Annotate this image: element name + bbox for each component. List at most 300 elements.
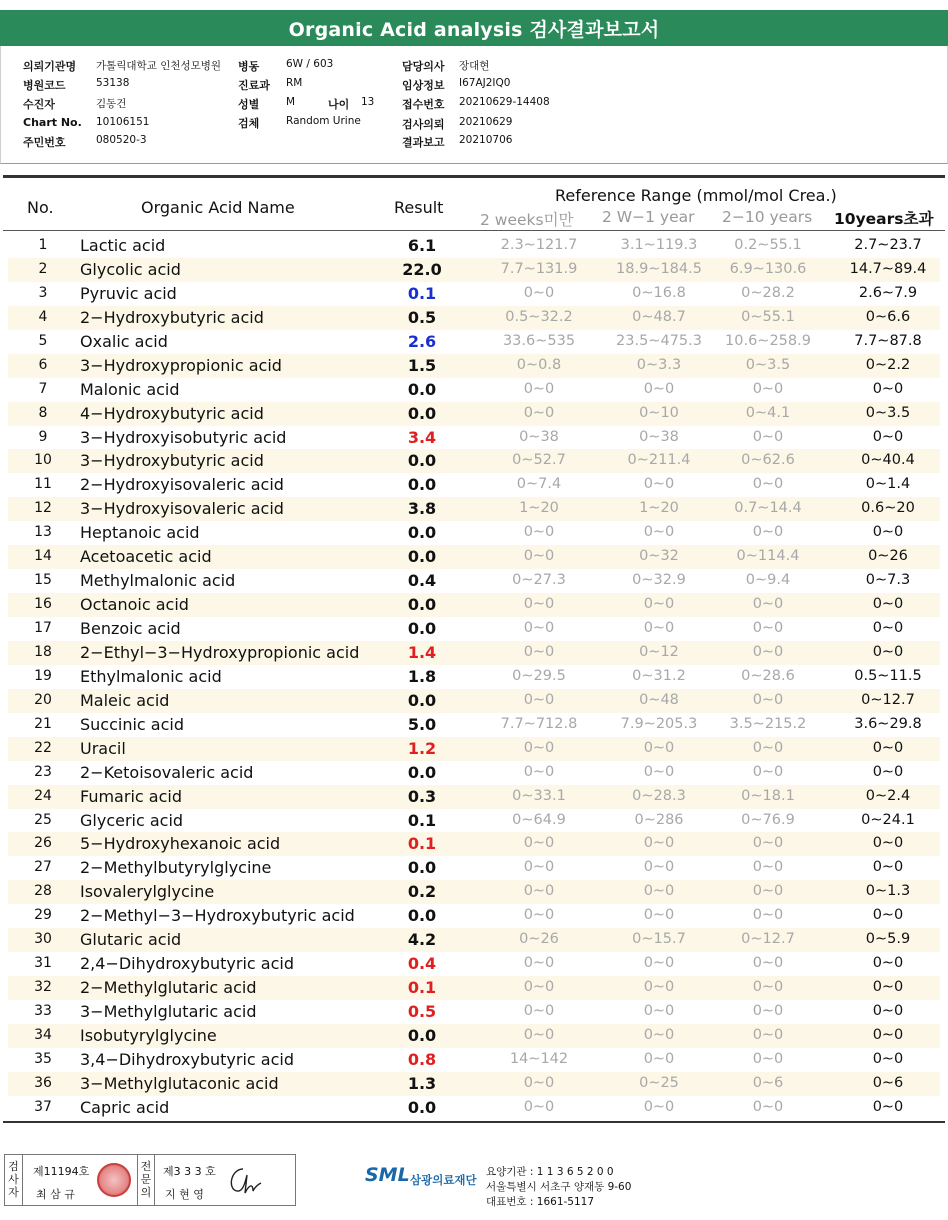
range-2-10y: 0∼0: [752, 691, 784, 708]
range-2w-1y: 18.9∼184.5: [616, 260, 702, 277]
range-2w-1y: 0∼31.2: [632, 667, 686, 684]
table-row: [8, 497, 940, 521]
range-2w-1y: 0∼0: [643, 835, 675, 852]
result-value: 3.8: [407, 499, 437, 519]
row-number: 33: [34, 1003, 52, 1019]
range-2w-1y: 0∼0: [643, 883, 675, 900]
report-title: [0, 10, 948, 46]
range-2w-1y: 0∼0: [643, 380, 675, 397]
range-2-10y: 0∼55.1: [741, 308, 795, 325]
table-row: [8, 545, 940, 569]
range-2-10y: 0∼18.1: [741, 787, 795, 804]
range-2-10y: 0∼0: [752, 1026, 784, 1043]
range-2w-1y: 0∼0: [643, 1026, 675, 1043]
table-row: [8, 665, 940, 689]
range-2-10y: 0∼0: [752, 859, 784, 876]
range-2-weeks: 0∼0: [523, 1074, 555, 1091]
examiner-license: 제11194호: [33, 1165, 90, 1178]
range-2-10y: 3.5∼215.2: [729, 715, 807, 732]
range-2-10y: 0∼0: [752, 907, 784, 924]
info-value: 080520-3: [96, 134, 147, 146]
row-number: 17: [34, 620, 52, 636]
acid-name: Isovalerylglycine: [80, 882, 215, 902]
report-footer: [0, 1137, 948, 1220]
range-over-10y: 0∼6: [872, 1074, 904, 1091]
acid-name: Malonic acid: [80, 379, 180, 399]
range-over-10y: 0∼5.9: [865, 931, 911, 948]
specialist-name: 지 현 영: [165, 1188, 204, 1201]
range-2-10y: 0.2∼55.1: [734, 237, 802, 253]
range-2-weeks: 0∼0: [523, 548, 555, 565]
range-over-10y: 0∼6.6: [865, 308, 911, 325]
table-row: [8, 785, 940, 809]
range-over-10y: 14.7∼89.4: [849, 260, 927, 277]
range-2-weeks: 0∼0: [523, 1098, 555, 1115]
acid-name: Glyceric acid: [80, 810, 184, 830]
result-value: 22.0: [402, 259, 442, 279]
header-reference: Reference Range (mmol/mol Crea.): [555, 186, 837, 205]
info-label: 담당의사: [402, 60, 445, 73]
row-number: 8: [38, 404, 48, 421]
range-2-10y: 0∼4.1: [745, 404, 791, 421]
row-number: 15: [34, 572, 52, 589]
row-number: 1: [38, 237, 48, 253]
range-2-10y: 0∼0: [752, 883, 784, 900]
header-result: Result: [394, 198, 444, 217]
range-2-10y: 0∼0: [752, 955, 784, 972]
range-2-10y: 10.6∼258.9: [725, 332, 811, 349]
examiner-label: 검사자: [5, 1155, 23, 1205]
range-2w-1y: 0∼32: [639, 548, 679, 565]
table-top-rule: [3, 175, 945, 178]
range-over-10y: 0∼0: [872, 428, 904, 445]
acid-name: 3−Methylglutaconic acid: [80, 1073, 279, 1093]
logo-mark: SML: [365, 1164, 410, 1186]
acid-name: Acetoacetic acid: [80, 547, 212, 567]
table-row: [8, 426, 940, 450]
lab-phone: 대표번호 : 1661-5117: [486, 1196, 595, 1208]
range-2-weeks: 33.6∼535: [502, 332, 576, 349]
result-value: 0.0: [407, 595, 437, 615]
acid-name: Glycolic acid: [80, 259, 181, 279]
acid-name: Succinic acid: [80, 714, 185, 734]
result-value: 0.0: [407, 547, 437, 567]
result-value: 0.0: [407, 1097, 437, 1117]
range-over-10y: 0∼0: [872, 620, 904, 636]
range-over-10y: 0∼0: [872, 1098, 904, 1115]
result-value: 0.1: [407, 834, 437, 854]
acid-name: Benzoic acid: [80, 619, 181, 638]
range-2-weeks: 0∼33.1: [512, 787, 566, 804]
result-value: 0.1: [407, 810, 437, 830]
range-2-weeks: 0∼0: [523, 284, 555, 301]
table-row: [8, 1000, 940, 1024]
results-table: [8, 234, 940, 1120]
result-value: 0.0: [407, 858, 437, 878]
range-over-10y: 0.5∼11.5: [854, 667, 922, 684]
acid-name: 2−Methylbutyrylglycine: [80, 858, 272, 878]
result-value: 0.0: [407, 906, 437, 926]
result-value: 0.4: [407, 571, 437, 591]
row-number: 11: [34, 476, 52, 493]
result-value: 0.1: [407, 283, 437, 303]
result-value: 1.8: [407, 666, 437, 686]
range-2w-1y: 1∼20: [639, 500, 679, 517]
row-number: 30: [34, 931, 52, 948]
range-2w-1y: 0∼0: [643, 763, 675, 780]
table-row: [8, 378, 940, 402]
result-value: 0.0: [407, 690, 437, 710]
range-2-10y: 0∼0: [752, 476, 784, 493]
range-2-10y: 0∼28.2: [741, 284, 795, 301]
info-value: 20210629: [459, 116, 513, 128]
range-over-10y: 0∼0: [872, 835, 904, 852]
acid-name: Glutaric acid: [80, 930, 182, 950]
range-2w-1y: 0∼10: [639, 404, 679, 421]
row-number: 18: [34, 643, 52, 660]
range-2w-1y: 0∼0: [643, 739, 675, 756]
range-2-weeks: 0∼0: [523, 859, 555, 876]
table-row: [8, 713, 940, 737]
row-number: 37: [34, 1098, 52, 1115]
info-value: Random Urine: [286, 115, 361, 127]
range-2-weeks: 0∼0: [523, 739, 555, 756]
row-number: 24: [34, 787, 52, 804]
table-row: [8, 258, 940, 282]
range-over-10y: 0∼24.1: [861, 811, 915, 828]
acid-name: 3−Hydroxypropionic acid: [80, 355, 282, 375]
range-over-10y: 0∼0: [872, 1003, 904, 1019]
lab-address: 서울특별시 서초구 양재동 9-60: [486, 1181, 632, 1193]
range-2-10y: 0∼0: [752, 1050, 784, 1067]
range-over-10y: 0∼0: [872, 979, 904, 996]
info-label: 의뢰기관명: [23, 60, 77, 73]
range-2-weeks: 0∼29.5: [512, 667, 566, 684]
info-label: 병원코드: [23, 79, 66, 92]
range-2-weeks: 0∼0: [523, 524, 555, 541]
acid-name: 2−Hydroxybutyric acid: [80, 307, 264, 327]
range-2-10y: 0∼0: [752, 979, 784, 996]
acid-name: Lactic acid: [80, 236, 166, 255]
acid-name: 2−Ketoisovaleric acid: [80, 762, 254, 782]
range-2w-1y: 0∼0: [643, 1098, 675, 1115]
patient-info-panel: [0, 46, 948, 164]
range-2-weeks: 2.3∼121.7: [500, 237, 578, 253]
result-value: 1.2: [407, 738, 437, 758]
row-number: 6: [38, 356, 48, 373]
result-value: 0.0: [407, 451, 437, 471]
range-2-weeks: 0∼26: [519, 931, 559, 948]
row-number: 12: [34, 500, 52, 517]
range-2w-1y: 0∼211.4: [627, 452, 691, 469]
range-2-weeks: 0∼0: [523, 763, 555, 780]
info-value: I67AJ2IQ0: [459, 77, 511, 89]
acid-name: 3−Methylglutaric acid: [80, 1002, 257, 1021]
range-2-10y: 0∼12.7: [741, 931, 795, 948]
range-2-10y: 0∼0: [752, 739, 784, 756]
range-2-10y: 0∼0: [752, 835, 784, 852]
range-2-10y: 0∼0: [752, 524, 784, 541]
table-row: [8, 354, 940, 378]
range-2-10y: 0∼76.9: [741, 811, 795, 828]
result-value: 0.0: [407, 1025, 437, 1045]
range-2w-1y: 0∼15.7: [632, 931, 686, 948]
row-number: 19: [34, 667, 52, 684]
range-2w-1y: 0∼25: [639, 1074, 679, 1091]
table-row: [8, 737, 940, 761]
range-2-weeks: 0∼0: [523, 1003, 555, 1019]
range-2w-1y: 0∼32.9: [632, 572, 686, 589]
result-value: 0.0: [407, 762, 437, 782]
range-2-weeks: 0∼0: [523, 596, 555, 613]
row-number: 28: [34, 883, 52, 900]
info-label: 나이: [328, 98, 350, 111]
row-number: 31: [34, 955, 52, 972]
result-value: 0.0: [407, 523, 437, 543]
row-number: 20: [34, 691, 52, 708]
range-2-weeks: 7.7∼131.9: [500, 260, 578, 277]
result-value: 2.6: [407, 331, 437, 351]
table-row: [8, 809, 940, 833]
table-row: [8, 976, 940, 1000]
row-number: 36: [34, 1074, 52, 1091]
range-over-10y: 0∼26: [868, 548, 908, 565]
signature-icon: [223, 1163, 267, 1199]
range-2-weeks: 0∼0: [523, 404, 555, 421]
row-number: 14: [34, 548, 52, 565]
range-2-10y: 0.7∼14.4: [734, 500, 802, 517]
info-label: 성별: [238, 98, 260, 111]
range-2w-1y: 0∼38: [639, 428, 679, 445]
range-2-weeks: 0∼0: [523, 883, 555, 900]
acid-name: Methylmalonic acid: [80, 571, 236, 591]
range-2-weeks: 0∼64.9: [512, 811, 566, 828]
range-over-10y: 0∼0: [872, 859, 904, 876]
table-row: [8, 928, 940, 952]
table-row: [8, 689, 940, 713]
range-2w-1y: 0∼0: [643, 476, 675, 493]
result-value: 0.0: [407, 619, 437, 638]
result-value: 0.1: [407, 978, 437, 998]
table-row: [8, 761, 940, 785]
info-value: 13: [361, 96, 375, 108]
range-2w-1y: 0∼0: [643, 1050, 675, 1067]
table-row: [8, 282, 940, 306]
table-row: [8, 402, 940, 426]
range-2w-1y: 23.5∼475.3: [616, 332, 702, 349]
row-number: 29: [34, 907, 52, 924]
range-2-10y: 0∼62.6: [741, 452, 795, 469]
acid-name: 4−Hydroxybutyric acid: [80, 403, 264, 423]
table-row: [8, 473, 940, 497]
range-over-10y: 0∼2.4: [865, 787, 911, 804]
specialist-label: 전문의: [137, 1155, 155, 1205]
range-2-10y: 0∼0: [752, 1003, 784, 1019]
range-2w-1y: 0∼286: [634, 811, 684, 828]
range-2-10y: 0∼0: [752, 620, 784, 636]
table-row: [8, 1024, 940, 1048]
acid-name: Maleic acid: [80, 690, 170, 710]
range-over-10y: 0.6∼20: [861, 500, 915, 517]
range-over-10y: 0∼2.2: [865, 356, 911, 373]
range-over-10y: 0∼0: [872, 380, 904, 397]
range-2-weeks: 7.7∼712.8: [500, 715, 578, 732]
row-number: 21: [34, 715, 52, 732]
info-label: 임상정보: [402, 79, 445, 92]
result-value: 0.0: [407, 379, 437, 399]
acid-name: 3,4−Dihydroxybutyric acid: [80, 1049, 294, 1069]
range-2-weeks: 0∼0: [523, 380, 555, 397]
info-value: 20210629-14408: [459, 96, 550, 108]
result-value: 0.5: [407, 307, 437, 327]
range-2-weeks: 14∼142: [509, 1050, 569, 1067]
examiner-name: 최 삼 규: [36, 1188, 75, 1201]
range-over-10y: 0∼0: [872, 739, 904, 756]
acid-name: Pyruvic acid: [80, 283, 177, 303]
range-2-10y: 0∼0: [752, 428, 784, 445]
info-value: 20210706: [459, 134, 513, 146]
result-value: 6.1: [407, 236, 437, 255]
acid-name: 3−Hydroxyisobutyric acid: [80, 427, 287, 447]
range-over-10y: 0∼0: [872, 643, 904, 660]
acid-name: Isobutyrylglycine: [80, 1025, 217, 1045]
result-value: 0.3: [407, 786, 437, 806]
range-2-weeks: 0∼0: [523, 643, 555, 660]
range-over-10y: 2.6∼7.9: [858, 284, 918, 301]
row-number: 2: [38, 260, 48, 277]
table-row: [8, 569, 940, 593]
range-2-weeks: 0∼0: [523, 835, 555, 852]
result-value: 0.8: [407, 1049, 437, 1069]
table-row: [8, 306, 940, 330]
row-number: 35: [34, 1050, 52, 1067]
table-row: [8, 952, 940, 976]
result-value: 5.0: [407, 714, 437, 734]
table-row: [8, 832, 940, 856]
range-2-weeks: 1∼20: [519, 500, 559, 517]
range-over-10y: 3.6∼29.8: [854, 715, 922, 732]
range-2-10y: 0∼0: [752, 596, 784, 613]
info-value: M: [286, 96, 296, 108]
table-row: [8, 1048, 940, 1072]
result-value: 1.3: [407, 1073, 437, 1093]
acid-name: Fumaric acid: [80, 786, 182, 806]
range-2-weeks: 0∼38: [519, 428, 559, 445]
range-2w-1y: 0∼0: [643, 620, 675, 636]
acid-name: 2−Hydroxyisovaleric acid: [80, 475, 284, 495]
acid-name: Octanoic acid: [80, 595, 189, 615]
acid-name: Uracil: [80, 738, 126, 758]
range-2w-1y: 0∼3.3: [636, 356, 682, 373]
range-over-10y: 2.7∼23.7: [854, 237, 922, 253]
range-over-10y: 0∼0: [872, 524, 904, 541]
range-2w-1y: 0∼28.3: [632, 787, 686, 804]
result-value: 4.2: [407, 930, 437, 950]
range-2w-1y: 3.1∼119.3: [620, 237, 698, 253]
range-over-10y: 7.7∼87.8: [854, 332, 922, 349]
range-2-10y: 0∼0: [752, 643, 784, 660]
range-over-10y: 0∼0: [872, 596, 904, 613]
table-row: [8, 449, 940, 473]
info-value: 가톨릭대학교 인천성모병원: [96, 60, 222, 72]
info-label: 병동: [238, 60, 260, 73]
range-2-weeks: 0∼0.8: [516, 356, 562, 373]
acid-name: Oxalic acid: [80, 331, 168, 351]
info-value: 장대현: [459, 60, 490, 72]
table-row: [8, 856, 940, 880]
table-row: [8, 330, 940, 354]
info-value: 김동건: [96, 98, 127, 110]
range-2w-1y: 0∼0: [643, 979, 675, 996]
row-number: 23: [34, 763, 52, 780]
result-value: 1.5: [407, 355, 437, 375]
range-over-10y: 0∼0: [872, 955, 904, 972]
range-2w-1y: 0∼0: [643, 955, 675, 972]
info-value: 10106151: [96, 116, 150, 128]
table-row: [8, 641, 940, 665]
range-2-weeks: 0∼0: [523, 691, 555, 708]
acid-name: 2,4−Dihydroxybutyric acid: [80, 954, 294, 974]
range-over-10y: 0∼1.3: [865, 883, 911, 900]
result-value: 0.0: [407, 403, 437, 423]
table-row: [8, 617, 940, 641]
header-no: No.: [27, 198, 54, 217]
range-2-weeks: 0∼0: [523, 1026, 555, 1043]
row-number: 22: [34, 739, 52, 756]
range-over-10y: 0∼7.3: [865, 572, 911, 589]
range-over-10y: 0∼12.7: [861, 691, 915, 708]
signature-box: [4, 1154, 296, 1206]
range-over-10y: 0∼0: [872, 763, 904, 780]
range-2w-1y: 0∼12: [639, 643, 679, 660]
header-range-2: 2−10 years: [722, 208, 813, 226]
info-value: 53138: [96, 77, 130, 89]
acid-name: 2−Methyl−3−Hydroxybutyric acid: [80, 906, 355, 926]
result-value: 0.2: [407, 882, 437, 902]
range-2w-1y: 7.9∼205.3: [620, 715, 698, 732]
row-number: 7: [38, 380, 48, 397]
table-row: [8, 880, 940, 904]
row-number: 27: [34, 859, 52, 876]
row-number: 9: [38, 428, 48, 445]
range-2-weeks: 0∼52.7: [512, 452, 566, 469]
row-number: 4: [38, 308, 48, 325]
table-row: [8, 234, 940, 258]
acid-name: 5−Hydroxyhexanoic acid: [80, 834, 281, 854]
range-2-weeks: 0∼0: [523, 955, 555, 972]
result-value: 1.4: [407, 642, 437, 662]
table-row: [8, 904, 940, 928]
range-2-10y: 0∼9.4: [745, 572, 791, 589]
info-label: 검체: [238, 117, 260, 130]
info-label: 주민번호: [23, 136, 66, 149]
range-2-weeks: 0∼27.3: [512, 572, 566, 589]
range-over-10y: 0∼40.4: [861, 452, 915, 469]
acid-name: Ethylmalonic acid: [80, 666, 222, 686]
info-label: 검사의뢰: [402, 118, 445, 131]
row-number: 16: [34, 596, 52, 613]
range-2-weeks: 0.5∼32.2: [505, 308, 573, 325]
info-label: 수진자: [23, 98, 55, 111]
info-label: Chart No.: [23, 116, 82, 129]
row-number: 26: [34, 835, 52, 852]
row-number: 5: [38, 332, 48, 349]
range-2w-1y: 0∼0: [643, 859, 675, 876]
range-2w-1y: 0∼0: [643, 907, 675, 924]
range-2-weeks: 0∼0: [523, 620, 555, 636]
result-value: 0.0: [407, 475, 437, 495]
info-label: 접수번호: [402, 98, 445, 111]
